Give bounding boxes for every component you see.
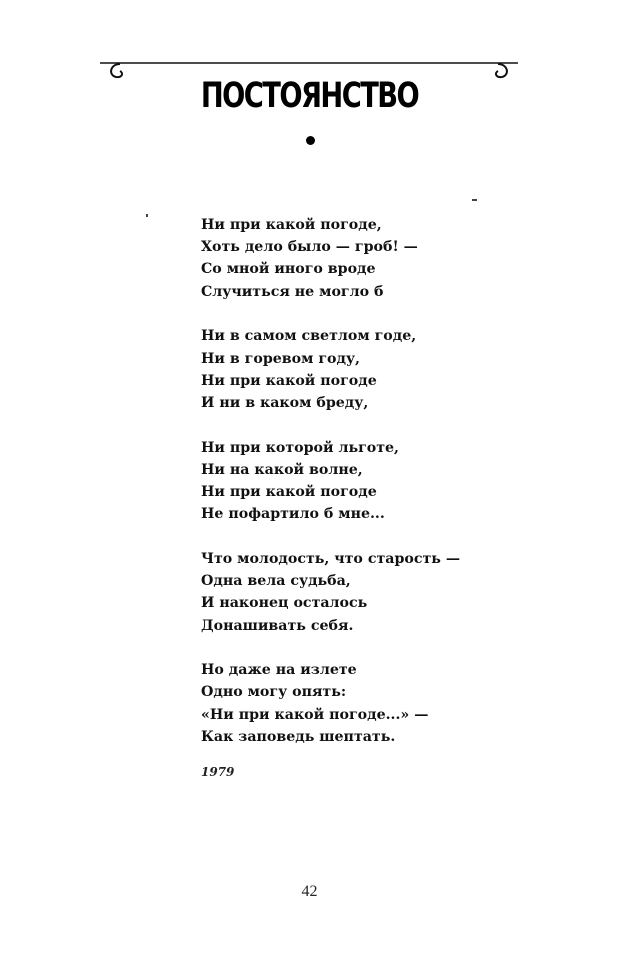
poem-line: И наконец осталось <box>201 595 368 612</box>
poem-line: Хоть дело было — гроб! — <box>201 239 418 256</box>
title-bullet <box>306 136 315 145</box>
stanza <box>201 437 460 526</box>
poem-line: Но даже на излете <box>201 662 357 679</box>
poem-line: Со мной иного вроде <box>201 261 376 278</box>
poem-line: Ни в самом светлом годе, <box>201 328 417 345</box>
poem-line: Как заповедь шептать. <box>201 728 396 745</box>
poem-line: Ни при какой погоде <box>201 484 377 501</box>
stanza <box>201 659 460 748</box>
poem-title: ПОСТОЯНСТВО <box>200 76 419 116</box>
poem-line: Одно могу опять: <box>201 684 347 701</box>
poem-line: Донашивать себя. <box>201 617 354 634</box>
poem-line: Ни на какой волне, <box>201 461 363 478</box>
poem-line: Случиться не могло б <box>201 283 384 300</box>
poem-line: Одна вела судьба, <box>201 573 351 590</box>
stanza <box>201 548 460 637</box>
stanza <box>201 214 460 303</box>
stanza <box>201 325 460 414</box>
poem-year: 1979 <box>201 765 235 779</box>
print-speck <box>472 199 477 201</box>
poem-line: Не пофартило б мне... <box>201 506 385 523</box>
poem-line: И ни в каком бреду, <box>201 394 369 411</box>
poem-line: Ни при какой погоде, <box>201 217 382 233</box>
poem-line: Ни при которой льготе, <box>201 439 399 456</box>
poem-line: Ни при какой погоде <box>201 372 377 389</box>
print-speck <box>146 214 148 217</box>
poem-body <box>201 214 460 771</box>
page-number: 42 <box>301 883 318 900</box>
poem-line: «Ни при какой погоде...» — <box>201 706 429 723</box>
poem-line: Что молодость, что старость — <box>201 550 461 567</box>
poem-line: Ни в горевом году, <box>201 350 360 367</box>
